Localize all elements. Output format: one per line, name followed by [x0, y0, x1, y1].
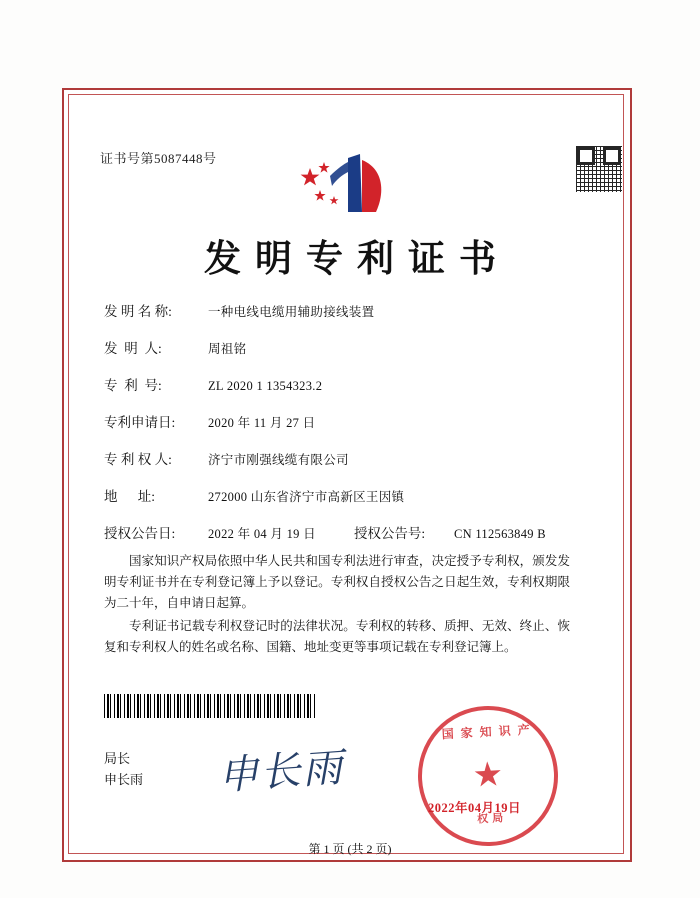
field-value-grant-date: 2022 年 04 月 19 日	[208, 527, 316, 541]
field-label-grant-date: 授权公告日:	[104, 526, 176, 541]
field-value-grant-number: CN 112563849 B	[453, 527, 546, 541]
certificate-number: 证书号第5087448号	[100, 151, 217, 166]
seal-date: 2022年04月19日	[428, 801, 522, 815]
director-title: 局长	[104, 751, 131, 766]
field-label: 专 利 权 人:	[104, 452, 172, 467]
seal-star-icon: ★	[471, 756, 505, 795]
field-row-grant-announcement	[104, 522, 604, 542]
field-value: ZL 2020 1 1354323.2	[208, 379, 323, 393]
field-label: 发 明 人:	[104, 341, 162, 356]
field-value: 一种电线电缆用辅助接线装置	[208, 305, 375, 319]
field-row-patent-number	[104, 374, 604, 394]
field-row-application-date	[104, 411, 604, 431]
field-value: 2020 年 11 月 27 日	[208, 416, 316, 430]
field-value: 272000 山东省济宁市高新区王因镇	[208, 490, 405, 504]
barcode-icon	[104, 694, 316, 718]
field-label: 地 址:	[104, 489, 156, 504]
field-row-invention-name	[104, 300, 604, 320]
field-row-patentee	[104, 448, 604, 468]
page-title: 发明专利证书	[204, 239, 510, 280]
field-label-grant-number: 授权公告号:	[353, 526, 426, 541]
field-label: 专 利 号:	[104, 378, 162, 393]
field-value: 周祖铭	[208, 342, 247, 356]
handwritten-signature: 申长雨	[216, 744, 346, 799]
qr-code-icon	[576, 146, 622, 192]
patent-field-list	[104, 300, 604, 559]
field-label: 专利申请日:	[104, 415, 176, 430]
seal-text-bottom: 权局	[476, 812, 508, 826]
field-value: 济宁市刚强线缆有限公司	[208, 453, 349, 467]
field-row-address	[104, 485, 604, 505]
signature-block	[104, 748, 143, 790]
certificate-body	[104, 551, 570, 660]
field-label: 发 明 名 称:	[104, 304, 172, 319]
body-paragraph-2: 专利证书记载专利权登记时的法律状况。专利权的转移、质押、无效、终止、恢复和专利权人的姓名或名称、国籍、地址变更等事项记载在专利登记簿上。	[104, 619, 570, 654]
director-name: 申长雨	[104, 772, 144, 787]
cnipa-emblem-icon	[290, 150, 410, 222]
page-footer: 第 1 页 (共 2 页)	[308, 842, 392, 856]
field-row-inventor	[104, 337, 604, 357]
body-paragraph-1: 国家知识产权局依照中华人民共和国专利法进行审查，决定授予专利权，颁发发明专利证书并在专利登记簿上予以登记。专利权自授权公告之日起生效，专利权期限为二十年，自申请日起算。	[104, 554, 570, 610]
seal-text-top: 国家知识产	[441, 722, 537, 742]
